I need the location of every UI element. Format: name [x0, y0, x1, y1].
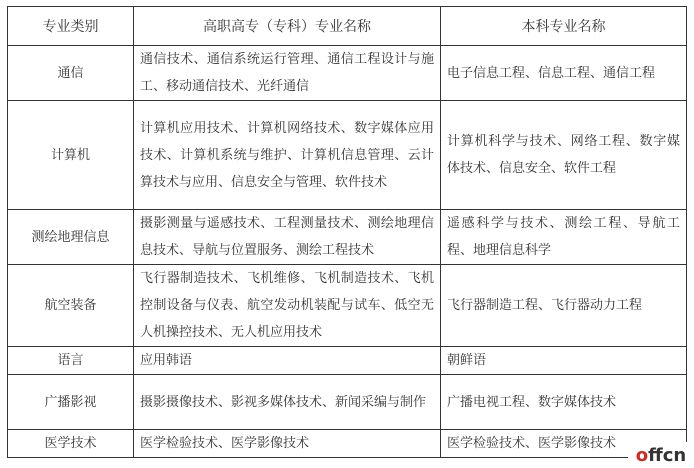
watermark-letter-o: o [635, 444, 649, 466]
table-row [8, 375, 687, 430]
header-undergraduate: 本科专业名称 [441, 7, 687, 46]
table-row [8, 265, 687, 347]
category-cell: 医学技术 [8, 430, 134, 458]
table-body [8, 46, 687, 458]
undergraduate-majors-cell: 电子信息工程、信息工程、通信工程 [441, 46, 687, 101]
category-cell: 测绘地理信息 [8, 210, 134, 265]
undergraduate-majors-cell: 计算机科学与技术、网络工程、数字媒体技术、信息安全、软件工程 [441, 101, 687, 210]
table-row [8, 347, 687, 375]
undergraduate-majors-cell: 遥感科学与技术、测绘工程、导航工程、地理信息科学 [441, 210, 687, 265]
table-row [8, 210, 687, 265]
vocational-majors-cell: 计算机应用技术、计算机网络技术、数字媒体应用技术、计算机系统与维护、计算机信息管理、云计算技术与应用、信息安全与管理、软件技术 [134, 101, 441, 210]
vocational-majors-cell: 医学检验技术、医学影像技术 [134, 430, 441, 458]
category-cell: 计算机 [8, 101, 134, 210]
undergraduate-majors-cell: 医学检验技术、医学影像技术 [441, 430, 687, 458]
table-row [8, 430, 687, 458]
vocational-majors-cell: 飞行器制造技术、飞机维修、飞机制造技术、飞机控制设备与仪表、航空发动机装配与试车、低空无人机操控技术、无人机应用技术 [134, 265, 441, 347]
table-row [8, 46, 687, 101]
majors-table [7, 6, 687, 458]
vocational-majors-cell: 摄影摄像技术、影视多媒体技术、新闻采编与制作 [134, 375, 441, 430]
watermark-letters-ffcn: ffcn [648, 444, 687, 466]
undergraduate-majors-cell: 朝鲜语 [441, 347, 687, 375]
header-row [8, 7, 687, 46]
vocational-majors-cell: 摄影测量与遥感技术、工程测量技术、测绘地理信息技术、导航与位置服务、测绘工程技术 [134, 210, 441, 265]
header-vocational: 高职高专（专科）专业名称 [134, 7, 441, 46]
category-cell: 广播影视 [8, 375, 134, 430]
offcn-watermark-logo [628, 442, 694, 468]
table-row [8, 101, 687, 210]
category-cell: 语言 [8, 347, 134, 375]
vocational-majors-cell: 通信技术、通信系统运行管理、通信工程设计与施工、移动通信技术、光纤通信 [134, 46, 441, 101]
undergraduate-majors-cell: 广播电视工程、数字媒体技术 [441, 375, 687, 430]
vocational-majors-cell: 应用韩语 [134, 347, 441, 375]
header-category: 专业类别 [8, 7, 134, 46]
category-cell: 航空装备 [8, 265, 134, 347]
table-header [8, 7, 687, 46]
category-cell: 通信 [8, 46, 134, 101]
undergraduate-majors-cell: 飞行器制造工程、飞行器动力工程 [441, 265, 687, 347]
